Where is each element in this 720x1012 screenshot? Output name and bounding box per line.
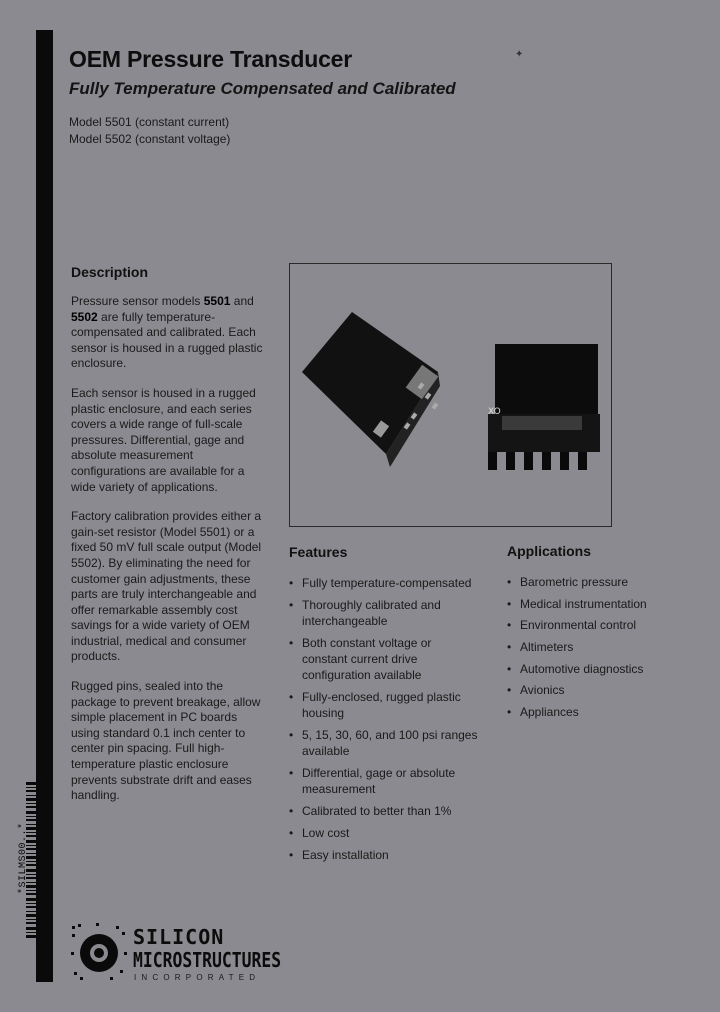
- barcode-text: *SILMS00..*: [18, 822, 29, 894]
- logo-text-incorporated: INCORPORATED: [134, 973, 261, 982]
- description-heading: Description: [71, 264, 149, 280]
- applications-item: • Medical instrumentation: [507, 596, 687, 612]
- applications-item: • Altimeters: [507, 639, 687, 655]
- company-logo-icon: [70, 922, 128, 982]
- model-5501-line: Model 5501 (constant current): [69, 115, 230, 129]
- barcode: [18, 782, 36, 938]
- description-paragraph-1: [71, 294, 263, 372]
- features-item: • Calibrated to better than 1%: [289, 803, 479, 819]
- corner-mark: ✦: [515, 49, 524, 60]
- applications-item: • Automotive diagnostics: [507, 661, 687, 677]
- product-photo: [289, 263, 612, 527]
- desc-text: Pressure sensor models: [71, 294, 204, 308]
- features-heading: Features: [289, 544, 348, 560]
- transducer-illustration: [290, 264, 611, 526]
- model-number: 5502: [71, 309, 98, 324]
- left-margin-bar: [36, 30, 53, 982]
- applications-item: • Appliances: [507, 704, 687, 720]
- sensor-label: XO: [488, 407, 501, 417]
- features-item: • Easy installation: [289, 847, 479, 863]
- model-number: 5501: [203, 294, 231, 308]
- features-item: • Thoroughly calibrated and interchangeable: [289, 597, 479, 629]
- features-list: [289, 575, 479, 869]
- logo-text-silicon: SILICON: [133, 925, 225, 949]
- features-item: • Low cost: [289, 825, 479, 841]
- features-item: • Fully temperature-compensated: [289, 575, 479, 591]
- applications-list: [507, 574, 687, 726]
- features-item: • 5, 15, 30, 60, and 100 psi ranges available: [289, 727, 479, 759]
- features-item: • Both constant voltage or constant current drive configuration available: [289, 635, 479, 683]
- sensor-right: [488, 344, 600, 470]
- logo-text-microstructures: MICROSTRUCTURES: [133, 948, 282, 972]
- sensor-left: [302, 312, 440, 467]
- applications-item: • Avionics: [507, 682, 687, 698]
- applications-item: • Barometric pressure: [507, 574, 687, 590]
- desc-text: are fully temperature-compensated and calibrated. Each sensor is housed in a rugged plastic enclosure.: [71, 309, 263, 371]
- page-subtitle: Fully Temperature Compensated and Calibrated: [69, 79, 456, 98]
- description-paragraph-4: Rugged pins, sealed into the package to prevent breakage, allow simple placement in PC boards using standard 0.1 inch center to center pin spacing. Full high-temperature plastic enclosure prevents substrate drift and eases handling.: [71, 679, 261, 803]
- description-body: [71, 294, 263, 818]
- features-item: • Fully-enclosed, rugged plastic housing: [289, 689, 479, 721]
- description-paragraph-3: Factory calibration provides either a gain-set resistor (Model 5501) or a fixed 50 mV full scale output (Model 5502). By eliminating the need for customer gain adjustments, these parts are truly interchangeable and offer remarkable assembly cost savings for a wide variety of OEM industrial, medical and consumer products.: [71, 509, 262, 664]
- features-item: • Differential, gage or absolute measurement: [289, 765, 479, 797]
- description-paragraph-2: Each sensor is housed in a rugged plastic enclosure, and each series covers a wide range of full-scale pressures. Differential, gage and absolute measurement configurations are available for a wide variety of applications.: [71, 385, 256, 494]
- page-title: OEM Pressure Transducer: [69, 46, 353, 72]
- model-5502-line: Model 5502 (constant voltage): [69, 132, 231, 146]
- desc-text: and: [230, 294, 254, 308]
- applications-item: • Environmental control: [507, 617, 687, 633]
- applications-heading: Applications: [507, 543, 592, 559]
